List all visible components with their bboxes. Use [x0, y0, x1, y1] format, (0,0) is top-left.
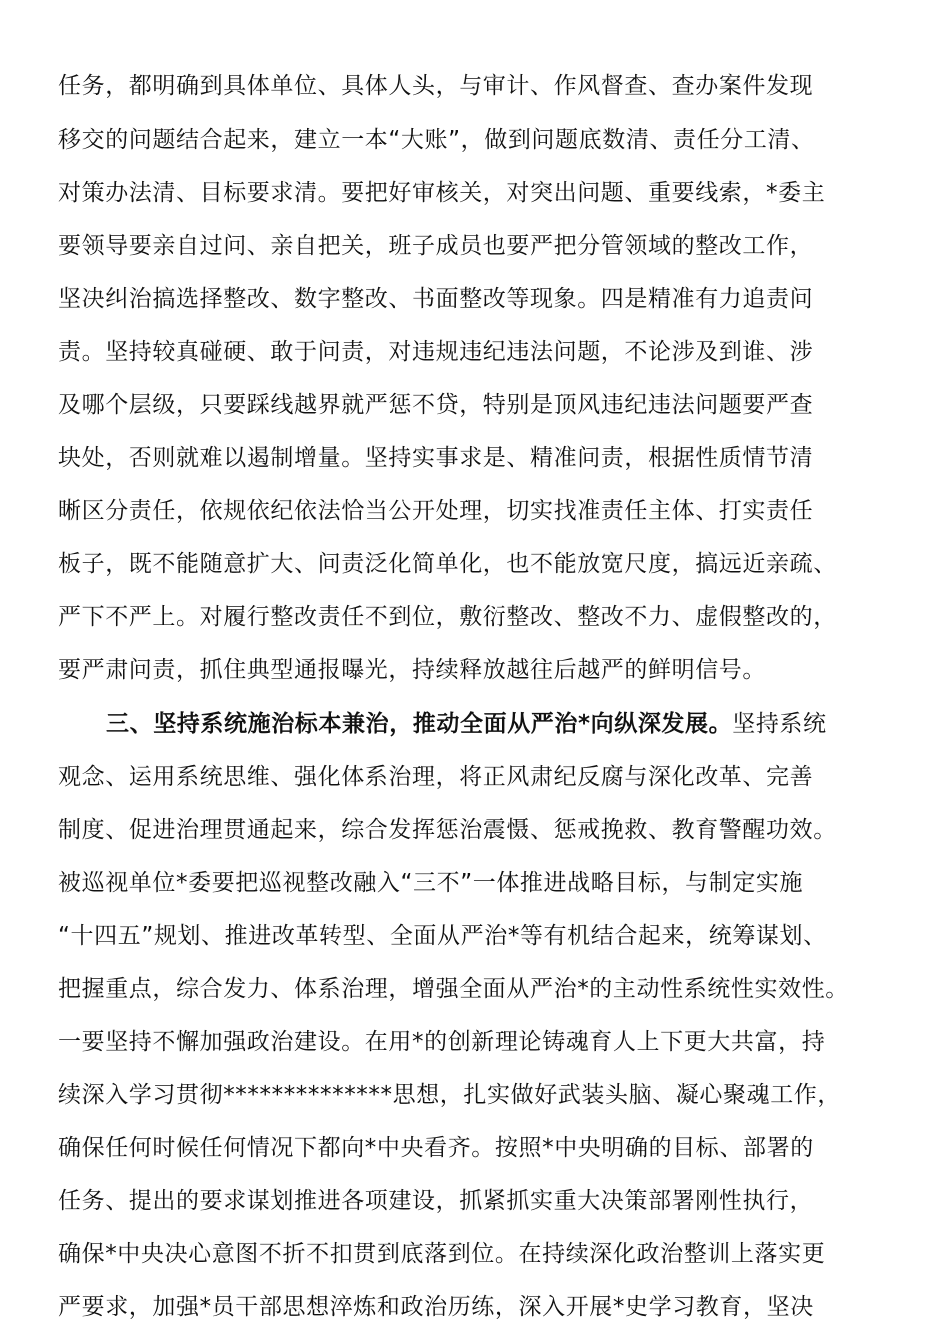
text-line: 及哪个层级，只要踩线越界就严惩不贷，特别是顶风违纪违法问题要严查 [58, 392, 814, 418]
text-line: 移交的问题结合起来，建立一本“大账”，做到问题底数清、责任分工清、 [58, 127, 815, 153]
section-heading-tail: 坚持系统 [732, 711, 827, 737]
text-line: 要领导要亲自过问、亲自把关，班子成员也要严把分管领域的整改工作， [58, 233, 814, 259]
section-heading: 三、坚持系统施治标本兼治，推动全面从严治*向纵深发展。 [106, 711, 733, 737]
text-line: 坚决纠治搞选择整改、数字整改、书面整改等现象。四是精准有力追责问 [58, 286, 814, 312]
text-line: 一要坚持不懈加强政治建设。在用*的创新理论铸魂育人上下更大共富，持 [58, 1029, 826, 1055]
section-heading-line [106, 704, 827, 744]
text-line: 严要求，加强*员干部思想淬炼和政治历练，深入开展*史学习教育，坚决 [58, 1294, 814, 1320]
text-line: 责。坚持较真碰硬、敢于问责，对违规违纪违法问题，不论涉及到谁、涉 [58, 339, 814, 365]
text-line: 制度、促进治理贯通起来，综合发挥惩治震慑、惩戒挽救、教育警醒功效。 [58, 817, 837, 843]
text-line: 续深入学习贯彻**************思想，扎实做好武装头脑、凝心聚魂工作， [58, 1082, 841, 1108]
text-line: 确保任何时候任何情况下都向*中央看齐。按照*中央明确的目标、部署的 [58, 1135, 814, 1161]
text-line: 板子，既不能随意扩大、问责泛化简单化，也不能放宽尺度，搞远近亲疏、 [58, 551, 837, 577]
text-line: 确保*中央决心意图不折不扣贯到底落到位。在持续深化政治整训上落实更 [58, 1241, 826, 1267]
text-line: 把握重点，综合发力、体系治理，增强全面从严治*的主动性系统性实效性。 [58, 976, 849, 1002]
text-line: 任务、提出的要求谋划推进各项建设，抓紧抓实重大决策部署刚性执行， [58, 1188, 814, 1214]
text-line: 任务，都明确到具体单位、具体人头，与审计、作风督查、查办案件发现 [58, 73, 814, 99]
text-line: 晰区分责任，依规依纪依法恰当公开处理，切实找准责任主体、打实责任 [58, 498, 814, 524]
text-line: “十四五”规划、推进改革转型、全面从严治*等有机结合起来，统筹谋划、 [58, 923, 827, 949]
text-line: 块处，否则就难以遏制增量。坚持实事求是、精准问责，根据性质情节清 [58, 445, 814, 471]
text-line: 被巡视单位*委要把巡视整改融入“三不”一体推进战略目标，与制定实施 [58, 870, 804, 896]
text-line: 要严肃问责，抓住典型通报曝光，持续释放越往后越严的鲜明信号。 [58, 657, 766, 683]
text-line: 严下不严上。对履行整改责任不到位，敷衍整改、整改不力、虚假整改的， [58, 604, 837, 630]
text-line: 观念、运用系统思维、强化体系治理，将正风肃纪反腐与深化改革、完善 [58, 764, 814, 790]
text-line: 对策办法清、目标要求清。要把好审核关，对突出问题、重要线索，*委主 [58, 180, 826, 206]
